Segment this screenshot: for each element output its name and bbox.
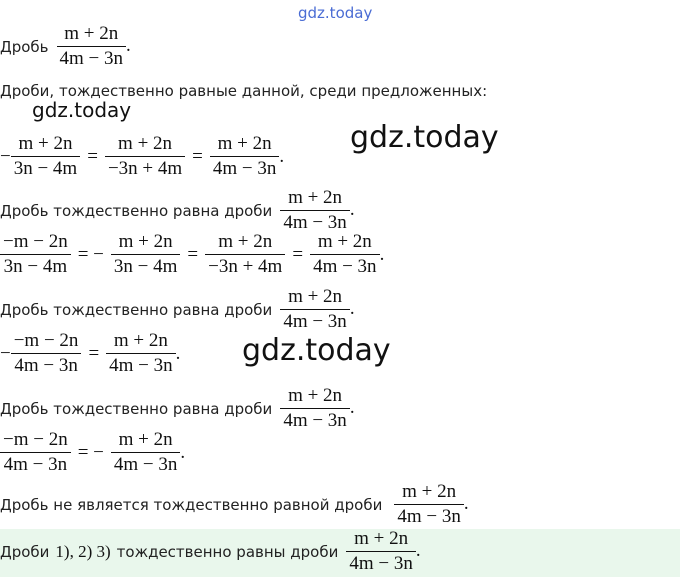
conclusion-1-fraction: $\frac{m + 2n}{4m - 3n}$	[280, 186, 350, 235]
case2-equation: $\frac{-m - 2n}{3n - 4m}$ = − $\frac{m + 2n}{3n - 4m}$ = $\frac{m + 2n}{-3n + 4m}$ = $\frac{m + 2n}{4m - 3n}$ .	[0, 230, 384, 279]
case2-fraction-4: $\frac{m + 2n}{4m - 3n}$	[310, 230, 380, 279]
case3-fraction-1: $\frac{-m - 2n}{4m - 3n}$	[11, 329, 82, 378]
conclusion-1: Дробь тождественно равна дроби $\frac{m + 2n}{4m - 3n}$ .	[0, 187, 355, 233]
watermark-large-2: gdz.today	[242, 333, 391, 368]
task-text: Дроби, тождественно равные данной, среди предложенных:	[0, 82, 488, 100]
conclusion-4-fraction: $\frac{m + 2n}{4m - 3n}$	[394, 480, 464, 529]
case4-fraction-2: $\frac{m + 2n}{4m - 3n}$	[111, 428, 181, 477]
answer-line: Дроби 1), 2) 3) тождественно равны дроби $\frac{m + 2n}{4m - 3n}$ .	[0, 528, 421, 574]
case3-equation: − $\frac{-m - 2n}{4m - 3n}$ = $\frac{m + 2n}{4m - 3n}$ .	[0, 330, 181, 376]
watermark-top: gdz.today	[298, 4, 373, 22]
case1-fraction-1: $\frac{m + 2n}{3n - 4m}$	[11, 132, 81, 181]
conclusion-3: Дробь тождественно равна дроби $\frac{m + 2n}{4m - 3n}$ .	[0, 385, 355, 431]
case3-fraction-2: $\frac{m + 2n}{4m - 3n}$	[106, 329, 176, 378]
case2-fraction-2: $\frac{m + 2n}{3n - 4m}$	[111, 230, 181, 279]
conclusion-2-fraction: $\frac{m + 2n}{4m - 3n}$	[280, 285, 350, 334]
watermark-small: gdz.today	[32, 98, 132, 122]
conclusion-4: Дробь не является тождественно равной дроби $\frac{m + 2n}{4m - 3n}$ .	[0, 481, 469, 527]
given-fraction: $\frac{m + 2n}{4m - 3n}$ .	[57, 22, 131, 71]
case4-fraction-1: $\frac{-m - 2n}{4m - 3n}$	[0, 428, 71, 477]
case1-fraction-2: $\frac{m + 2n}{-3n + 4m}$	[105, 132, 185, 181]
conclusion-3-fraction: $\frac{m + 2n}{4m - 3n}$	[280, 384, 350, 433]
case1-equation: − $\frac{m + 2n}{3n - 4m}$ = $\frac{m + 2n}{-3n + 4m}$ = $\frac{m + 2n}{4m - 3n}$ .	[0, 133, 285, 179]
case2-fraction-1: $\frac{-m - 2n}{3n - 4m}$	[0, 230, 71, 279]
watermark-large-1: gdz.today	[350, 120, 499, 155]
answer-fraction: $\frac{m + 2n}{4m - 3n}$	[346, 527, 416, 576]
case4-equation: $\frac{-m - 2n}{4m - 3n}$ = − $\frac{m + 2n}{4m - 3n}$ .	[0, 428, 185, 477]
intro-line	[0, 22, 131, 71]
case1-fraction-3: $\frac{m + 2n}{4m - 3n}$	[210, 132, 280, 181]
case2-fraction-3: $\frac{m + 2n}{-3n + 4m}$	[205, 230, 285, 279]
conclusion-2: Дробь тождественно равна дроби $\frac{m + 2n}{4m - 3n}$ .	[0, 286, 355, 332]
intro-label: Дробь	[0, 37, 49, 56]
